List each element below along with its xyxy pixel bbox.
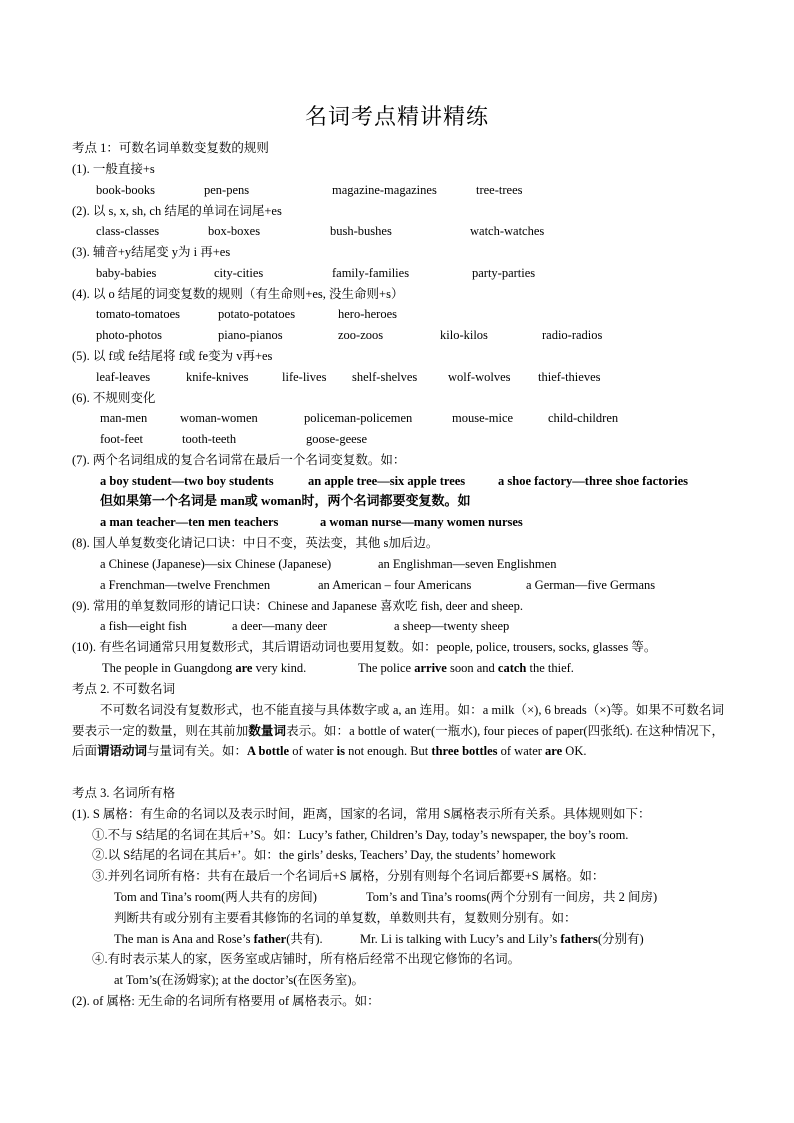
rule-6-examples-1: man-men woman-women policeman-policemen mouse-mice child-children bbox=[100, 411, 619, 425]
s-genitive-rule-b: ②.以 S结尾的名词在其后+’。如：the girls’ desks, Teachers’ Day, the students’ homework bbox=[92, 848, 556, 862]
rule-7-examples-2: a man teacher—ten men teachers a woman nurse—many women nurses bbox=[100, 515, 523, 529]
rule-5-examples: leaf-leaves knife-knives life-lives shelf-shelves wolf-wolves thief-thieves bbox=[96, 370, 601, 384]
rule-4-examples-2: photo-photos piano-pianos zoo-zoos kilo-kilos radio-radios bbox=[96, 328, 603, 342]
section-heading-1: 考点 1：可数名词单数变复数的规则 bbox=[72, 141, 269, 155]
rule-2-examples: class-classes box-boxes bush-bushes watch-watches bbox=[96, 224, 545, 238]
rule-9-examples: a fish—eight fish a deer—many deer a sheep—twenty sheep bbox=[100, 619, 510, 633]
s-genitive-rule: (1). S 属格：有生命的名词以及表示时间，距离，国家的名词，常用 S属格表示所有关系。具体规则如下： bbox=[72, 807, 651, 821]
rule-10-label: (10). 有些名词通常只用复数形式，其后谓语动词也要用复数。如：people, police, trousers, socks, glasses 等。 bbox=[72, 640, 657, 654]
rule-9-label: (9). 常用的单复数同形的请记口诀：Chinese and Japanese 喜欢吃 fish, deer and sheep. bbox=[72, 599, 523, 613]
rule-6-label: (6). 不规则变化 bbox=[72, 391, 156, 405]
s-genitive-rule-d-example: at Tom’s(在汤姆家); at the doctor’s(在医务室)。 bbox=[114, 973, 365, 987]
rule-5-label: (5). 以 f或 fe结尾将 f或 fe变为 v再+es bbox=[72, 349, 273, 363]
s-genitive-rule-a: ①.不与 S结尾的名词在其后+’S。如：Lucy’s father, Children’s Day, today’s newspaper, the boy’s room. bbox=[92, 828, 629, 842]
rule-10-examples: The people in Guangdong are very kind. The police arrive soon and catch the thief. bbox=[102, 661, 574, 675]
rule-3-examples: baby-babies city-cities family-families party-parties bbox=[96, 266, 536, 280]
s-genitive-rule-c-note: 判断共有或分别有主要看其修饰的名词的单复数，单数则共有，复数则分别有。如： bbox=[114, 911, 577, 925]
s-genitive-rule-c-examples: Tom and Tina’s room(两人共有的房间) Tom’s and Tina’s rooms(两个分别有一间房，共 2 间房) bbox=[114, 890, 658, 904]
rule-4-label: (4). 以 o 结尾的词变复数的规则（有生命则+es, 没生命则+s） bbox=[72, 287, 404, 301]
rule-3-label: (3). 辅音+y结尾变 y为 i 再+es bbox=[72, 245, 231, 259]
rule-6-examples-2: foot-feet tooth-teeth goose-geese bbox=[100, 432, 368, 446]
rule-8-examples-2: a Frenchman—twelve Frenchmen an American – four Americans a German—five Germans bbox=[100, 578, 656, 592]
rule-7-examples-1: a boy student—two boy students an apple tree—six apple trees a shoe factory—three shoe factories bbox=[100, 474, 688, 488]
rule-4-examples-1: tomato-tomatoes potato-potatoes hero-heroes bbox=[96, 307, 397, 321]
s-genitive-rule-c: ③.并列名词所有格：共有在最后一个名词后+S 属格，分别有则每个名词后都要+S 属格。如： bbox=[92, 869, 605, 883]
of-genitive-rule: (2). of 属格: 无生命的名词所有格要用 of 属格表示。如： bbox=[72, 994, 380, 1008]
rule-8-examples-1: a Chinese (Japanese)—six Chinese (Japanese) an Englishman—seven Englishmen bbox=[100, 557, 557, 571]
s-genitive-rule-d: ④.有时表示某人的家，医务室或店铺时，所有格后经常不出现它修饰的名词。 bbox=[92, 952, 521, 966]
rule-8-label: (8). 国人单复数变化请记口诀：中日不变，英法变，其他 s加后边。 bbox=[72, 536, 439, 550]
rule-1-label: (1). 一般直接+s bbox=[72, 162, 155, 176]
rule-2-label: (2). 以 s, x, sh, ch 结尾的单词在词尾+es bbox=[72, 204, 282, 218]
section-heading-2: 考点 2. 不可数名词 bbox=[72, 682, 176, 696]
s-genitive-rule-c-examples-2: The man is Ana and Rose’s father(共有). Mr. Li is talking with Lucy’s and Lily’s fathers(分别有) bbox=[114, 932, 644, 946]
section-heading-3: 考点 3. 名词所有格 bbox=[72, 786, 176, 800]
section-2-paragraph: 不可数名词没有复数形式，也不能直接与具体数字或 a, an 连用。如：a milk（×), 6 breads（×)等。如果不可数名词要表示一定的数量，则在其前加数量词表示。如：a bottle of water(一瓶水), four pieces of paper(四张纸). 在这种情况下，后面谓语动词与量词有关。如：A bottle of water is not enough. But three bottles of water are OK. bbox=[72, 703, 724, 759]
rule-7-label: (7). 两个名词组成的复合名词常在最后一个名词变复数。如： bbox=[72, 453, 406, 467]
rule-1-examples: book-books pen-pens magazine-magazines tree-trees bbox=[96, 183, 523, 197]
page-title: 名词考点精讲精练 bbox=[304, 104, 489, 129]
rule-7-note: 但如果第一个名词是 man或 woman时，两个名词都要变复数。如 bbox=[100, 493, 471, 508]
